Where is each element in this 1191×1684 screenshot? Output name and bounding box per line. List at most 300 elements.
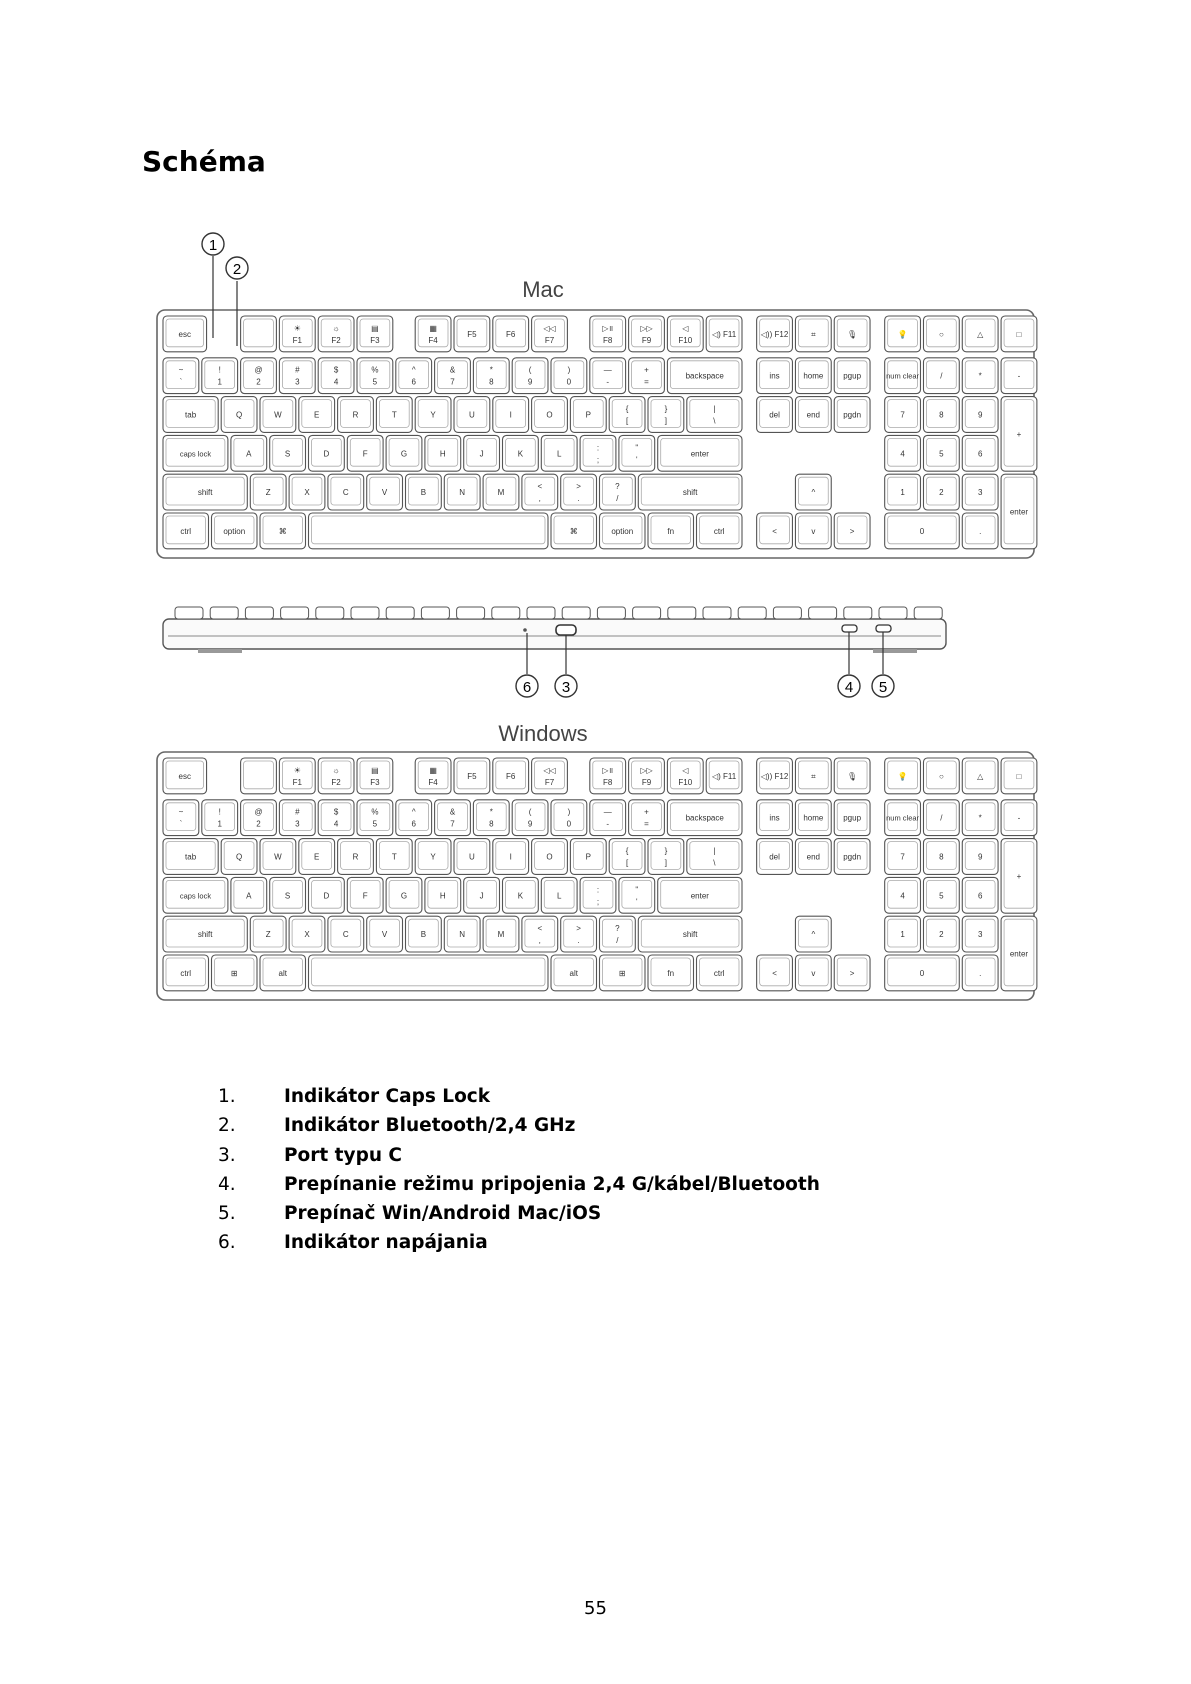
key-label: esc bbox=[178, 329, 192, 339]
key bbox=[834, 316, 870, 352]
key bbox=[590, 758, 626, 794]
key-label: ? bbox=[615, 482, 620, 492]
key bbox=[757, 316, 793, 352]
key-label: ☀ bbox=[293, 323, 301, 333]
legend-item-text: Indikátor Bluetooth/2,4 GHz bbox=[284, 1115, 576, 1137]
key bbox=[357, 758, 393, 794]
key bbox=[1001, 316, 1037, 352]
callout-5 bbox=[872, 675, 894, 697]
callout-5-label: 5 bbox=[878, 679, 888, 696]
key bbox=[367, 916, 403, 952]
key bbox=[658, 877, 742, 913]
key-label: ; bbox=[596, 455, 600, 465]
key-label: B bbox=[420, 930, 427, 940]
key bbox=[923, 839, 959, 875]
key bbox=[834, 955, 870, 991]
key bbox=[483, 916, 519, 952]
key bbox=[250, 474, 286, 510]
key bbox=[444, 916, 480, 952]
key bbox=[406, 474, 442, 510]
key-label: ▷॥ bbox=[602, 765, 614, 775]
key-label: ○ bbox=[938, 771, 944, 781]
key bbox=[532, 839, 568, 875]
key-label: 3 bbox=[977, 930, 983, 940]
key-label: F bbox=[362, 891, 368, 901]
key-label: ~ bbox=[178, 807, 184, 817]
key-label: # bbox=[295, 807, 300, 817]
key bbox=[250, 916, 286, 952]
key bbox=[706, 758, 742, 794]
key bbox=[279, 800, 315, 836]
key bbox=[600, 955, 646, 991]
key bbox=[834, 758, 870, 794]
key-label: % bbox=[371, 365, 379, 375]
key bbox=[885, 435, 921, 471]
key bbox=[318, 800, 354, 836]
key-label: ` bbox=[179, 819, 183, 829]
key-label: + bbox=[1016, 871, 1022, 881]
key-label: N bbox=[459, 488, 466, 498]
callout-2-label: 2 bbox=[232, 261, 242, 278]
power-indicator-led bbox=[523, 628, 527, 632]
key bbox=[493, 839, 529, 875]
key-label: 1 bbox=[900, 930, 905, 940]
key-label: < bbox=[772, 968, 777, 978]
key-label: @ bbox=[254, 807, 263, 817]
key-label: 6 bbox=[411, 377, 416, 387]
key-label: 4 bbox=[333, 377, 339, 387]
key-label: ! bbox=[218, 365, 221, 375]
key bbox=[561, 916, 597, 952]
key-label: 2 bbox=[256, 819, 261, 829]
section-heading: Schéma bbox=[142, 145, 266, 178]
key bbox=[834, 513, 870, 549]
key-label: 5 bbox=[939, 449, 944, 459]
key-label: > bbox=[576, 482, 581, 492]
key bbox=[299, 397, 335, 433]
key-label: N bbox=[459, 930, 466, 940]
key-label: 0 bbox=[919, 526, 925, 536]
key-label: , bbox=[538, 936, 541, 946]
key-label: shift bbox=[682, 930, 698, 940]
key bbox=[551, 800, 587, 836]
key bbox=[212, 955, 258, 991]
key-label: B bbox=[420, 488, 427, 498]
key-label: 0 bbox=[919, 968, 925, 978]
key bbox=[406, 916, 442, 952]
key-label: home bbox=[803, 371, 824, 381]
key-label: . bbox=[577, 936, 580, 946]
key-label: esc bbox=[178, 771, 192, 781]
key bbox=[396, 800, 432, 836]
key bbox=[318, 358, 354, 394]
key-label: . bbox=[577, 494, 580, 504]
key-label: T bbox=[391, 410, 397, 420]
key-label: home bbox=[803, 813, 824, 823]
key-label: ctrl bbox=[713, 968, 725, 978]
key-label: ⌗ bbox=[811, 329, 816, 339]
key-label: } bbox=[664, 846, 668, 856]
key-label: $ bbox=[333, 807, 339, 817]
key bbox=[260, 513, 306, 549]
key bbox=[962, 800, 998, 836]
key-label: [ bbox=[625, 416, 629, 426]
key-label: backspace bbox=[685, 813, 724, 823]
key bbox=[231, 435, 267, 471]
key bbox=[163, 513, 209, 549]
key bbox=[241, 358, 277, 394]
key-label: / bbox=[616, 494, 619, 504]
key bbox=[435, 358, 471, 394]
key bbox=[163, 916, 247, 952]
key-label: C bbox=[342, 488, 349, 498]
key-label: F2 bbox=[331, 335, 341, 345]
key bbox=[923, 316, 959, 352]
key-label: ▷▷ bbox=[640, 323, 653, 333]
key-label: ^ bbox=[811, 930, 816, 940]
key-label: F1 bbox=[292, 335, 302, 345]
key bbox=[580, 877, 616, 913]
key bbox=[962, 397, 998, 433]
key-label: I bbox=[509, 410, 512, 420]
key-label: F10 bbox=[678, 335, 693, 345]
key-label: enter bbox=[690, 891, 709, 901]
key bbox=[706, 316, 742, 352]
key bbox=[757, 358, 793, 394]
legend-item-text: Prepínač Win/Android Mac/iOS bbox=[284, 1203, 602, 1225]
key-label: ▦ bbox=[429, 765, 437, 775]
key bbox=[279, 758, 315, 794]
key-label: 3 bbox=[295, 377, 300, 387]
key-label: 2 bbox=[939, 930, 944, 940]
key bbox=[687, 839, 742, 875]
key-label: del bbox=[769, 852, 780, 862]
key bbox=[885, 358, 921, 394]
key bbox=[885, 513, 960, 549]
key-label: F8 bbox=[603, 335, 613, 345]
key-label: ☀ bbox=[293, 765, 301, 775]
key-label: 6 bbox=[411, 819, 416, 829]
key bbox=[885, 397, 921, 433]
key-label: < bbox=[537, 924, 543, 934]
key bbox=[962, 916, 998, 952]
key bbox=[464, 877, 500, 913]
key-label: U bbox=[469, 410, 475, 420]
key bbox=[376, 839, 412, 875]
key-label: option bbox=[223, 526, 246, 536]
key-label: 8 bbox=[939, 410, 944, 420]
key bbox=[600, 513, 646, 549]
key-label: * bbox=[489, 807, 493, 817]
key bbox=[163, 877, 228, 913]
side-keycap bbox=[633, 607, 661, 619]
key bbox=[163, 758, 207, 794]
key bbox=[619, 435, 655, 471]
legend-item-number: 2. bbox=[218, 1115, 236, 1137]
key-label: 6 bbox=[977, 449, 983, 459]
key-label: | bbox=[713, 404, 716, 414]
key-label: 4 bbox=[900, 891, 905, 901]
key-label: tab bbox=[185, 852, 197, 862]
key bbox=[1001, 916, 1037, 991]
key-label: ▤ bbox=[371, 765, 379, 775]
key bbox=[923, 800, 959, 836]
key-label: 7 bbox=[900, 410, 905, 420]
key-label: ◁ bbox=[682, 323, 689, 333]
key bbox=[648, 955, 694, 991]
legend-item-number: 5. bbox=[218, 1203, 236, 1225]
key-label: " bbox=[635, 885, 639, 895]
key bbox=[885, 955, 960, 991]
key-label: Y bbox=[430, 852, 436, 862]
key bbox=[795, 758, 831, 794]
key bbox=[834, 397, 870, 433]
key-label: ▷▷ bbox=[640, 765, 653, 775]
key-label: V bbox=[381, 488, 388, 498]
key-label: S bbox=[284, 449, 291, 459]
key bbox=[600, 474, 636, 510]
key-label: 1 bbox=[217, 377, 222, 387]
key-label: pgdn bbox=[843, 852, 862, 862]
key-label: $ bbox=[333, 365, 339, 375]
key bbox=[260, 839, 296, 875]
key-label: F5 bbox=[467, 329, 477, 339]
key-label: F5 bbox=[467, 771, 477, 781]
key-label: Q bbox=[235, 410, 243, 420]
key bbox=[163, 435, 228, 471]
key-label: R bbox=[352, 852, 359, 862]
key-label: + bbox=[644, 807, 649, 817]
key-label: F4 bbox=[428, 335, 438, 345]
key bbox=[551, 513, 597, 549]
side-keycap bbox=[210, 607, 238, 619]
key-label: 5 bbox=[939, 891, 944, 901]
keyboard-side-view bbox=[163, 607, 946, 653]
key-label: backspace bbox=[685, 371, 724, 381]
callout-4-label: 4 bbox=[844, 679, 854, 696]
key bbox=[609, 839, 645, 875]
key-label: E bbox=[314, 410, 320, 420]
key-label: * bbox=[978, 813, 982, 823]
key-label: ] bbox=[664, 858, 668, 868]
side-keycap bbox=[809, 607, 837, 619]
key bbox=[923, 474, 959, 510]
key-label: end bbox=[806, 852, 821, 862]
key-label: F10 bbox=[678, 777, 693, 787]
key bbox=[357, 316, 393, 352]
key-label: 5 bbox=[372, 819, 378, 829]
key-label: ◁) F11 bbox=[711, 329, 737, 339]
key bbox=[260, 397, 296, 433]
key bbox=[697, 513, 743, 549]
key-label: I bbox=[509, 852, 512, 862]
key bbox=[512, 358, 548, 394]
key-label: alt bbox=[569, 968, 578, 978]
key bbox=[241, 758, 277, 794]
key bbox=[1001, 800, 1037, 836]
key bbox=[289, 474, 325, 510]
side-keycap bbox=[316, 607, 344, 619]
key bbox=[795, 474, 831, 510]
key bbox=[532, 397, 568, 433]
key bbox=[570, 839, 606, 875]
key-label: F4 bbox=[428, 777, 438, 787]
key bbox=[619, 877, 655, 913]
key bbox=[962, 758, 998, 794]
side-keycap bbox=[421, 607, 449, 619]
key bbox=[885, 877, 921, 913]
key bbox=[600, 916, 636, 952]
side-keycap bbox=[175, 607, 203, 619]
key bbox=[367, 474, 403, 510]
key bbox=[667, 800, 742, 836]
key-label: pgdn bbox=[843, 410, 862, 420]
key bbox=[580, 435, 616, 471]
key bbox=[163, 474, 247, 510]
key-label: ○ bbox=[938, 329, 944, 339]
key bbox=[347, 435, 383, 471]
key bbox=[590, 358, 626, 394]
key bbox=[834, 358, 870, 394]
key-label: △ bbox=[977, 771, 984, 781]
legend-item-text: Indikátor napájania bbox=[284, 1232, 488, 1254]
key bbox=[483, 474, 519, 510]
key-label: 2 bbox=[939, 488, 944, 498]
key-label: 3 bbox=[295, 819, 300, 829]
key-label: 0 bbox=[566, 819, 572, 829]
key-label: M bbox=[497, 488, 505, 498]
key-label: F7 bbox=[544, 335, 555, 345]
key-label: / bbox=[616, 936, 619, 946]
side-keycap bbox=[386, 607, 414, 619]
key bbox=[299, 839, 335, 875]
callout-6-label: 6 bbox=[522, 679, 532, 696]
key-label: S bbox=[284, 891, 291, 901]
key-label: A bbox=[246, 449, 252, 459]
key bbox=[241, 800, 277, 836]
key bbox=[163, 955, 209, 991]
key bbox=[338, 839, 374, 875]
key bbox=[493, 316, 529, 352]
key-label: Q bbox=[235, 852, 243, 862]
key bbox=[962, 955, 998, 991]
side-keycap bbox=[844, 607, 872, 619]
key bbox=[493, 758, 529, 794]
key-label: 9 bbox=[977, 410, 983, 420]
key-label: D bbox=[323, 449, 330, 459]
key bbox=[309, 877, 345, 913]
key bbox=[270, 877, 306, 913]
key bbox=[493, 397, 529, 433]
key bbox=[923, 358, 959, 394]
key bbox=[270, 435, 306, 471]
key bbox=[590, 800, 626, 836]
key-label: { bbox=[625, 846, 629, 856]
key bbox=[962, 435, 998, 471]
key-label: 7 bbox=[450, 377, 455, 387]
key bbox=[473, 358, 509, 394]
key-label: U bbox=[469, 852, 475, 862]
key-label: O bbox=[546, 852, 553, 862]
key-label: shift bbox=[682, 488, 698, 498]
key-label: - bbox=[606, 819, 610, 829]
key-label: 7 bbox=[900, 852, 905, 862]
key-label: enter bbox=[1009, 949, 1029, 959]
key-label: F3 bbox=[370, 777, 380, 787]
key bbox=[629, 316, 665, 352]
key-label: ◁)) F12 bbox=[760, 329, 789, 339]
key-label: 8 bbox=[489, 819, 494, 829]
key bbox=[454, 839, 490, 875]
key-label: ◁◁ bbox=[543, 765, 556, 775]
key bbox=[923, 758, 959, 794]
key-label: + bbox=[644, 365, 649, 375]
key-label: . bbox=[979, 526, 982, 536]
key-label: W bbox=[274, 852, 282, 862]
page-number: 55 bbox=[584, 1598, 607, 1619]
key-label: ⌘ bbox=[569, 526, 578, 536]
key bbox=[795, 358, 831, 394]
key-label: * bbox=[489, 365, 493, 375]
key-label: ◁)) F12 bbox=[760, 771, 789, 781]
key bbox=[357, 800, 393, 836]
key bbox=[1001, 839, 1037, 914]
key-label: ☼ bbox=[332, 765, 340, 775]
key-label: F2 bbox=[331, 777, 341, 787]
key bbox=[163, 800, 199, 836]
key bbox=[386, 877, 422, 913]
key bbox=[629, 358, 665, 394]
side-keycap bbox=[351, 607, 379, 619]
side-keycap bbox=[597, 607, 625, 619]
side-keycap bbox=[879, 607, 907, 619]
key bbox=[757, 758, 793, 794]
key-label: . bbox=[979, 968, 982, 978]
key-label: F3 bbox=[370, 335, 380, 345]
key-label: ☼ bbox=[332, 323, 340, 333]
key bbox=[795, 800, 831, 836]
key-label: ◁◁ bbox=[543, 323, 556, 333]
key-label: - bbox=[1017, 371, 1021, 381]
key bbox=[415, 316, 451, 352]
key-label: J bbox=[479, 449, 484, 459]
key-label: caps lock bbox=[179, 891, 212, 901]
key-label: G bbox=[400, 449, 408, 459]
key bbox=[923, 916, 959, 952]
key bbox=[648, 513, 694, 549]
connection-mode-switch bbox=[842, 625, 857, 632]
key-label: shift bbox=[197, 930, 213, 940]
key bbox=[757, 397, 793, 433]
key-label: ⊞ bbox=[230, 968, 238, 978]
key bbox=[415, 397, 451, 433]
key-label: M bbox=[497, 930, 505, 940]
key-label: @ bbox=[254, 365, 263, 375]
key-label: ▷॥ bbox=[602, 323, 614, 333]
key bbox=[795, 397, 831, 433]
key bbox=[231, 877, 267, 913]
key bbox=[386, 435, 422, 471]
key-label: < bbox=[772, 526, 777, 536]
key bbox=[221, 397, 257, 433]
key bbox=[473, 800, 509, 836]
key-label: F6 bbox=[506, 329, 516, 339]
key bbox=[241, 316, 277, 352]
key bbox=[923, 877, 959, 913]
key bbox=[795, 839, 831, 875]
key-label: H bbox=[439, 449, 446, 459]
key bbox=[885, 800, 921, 836]
